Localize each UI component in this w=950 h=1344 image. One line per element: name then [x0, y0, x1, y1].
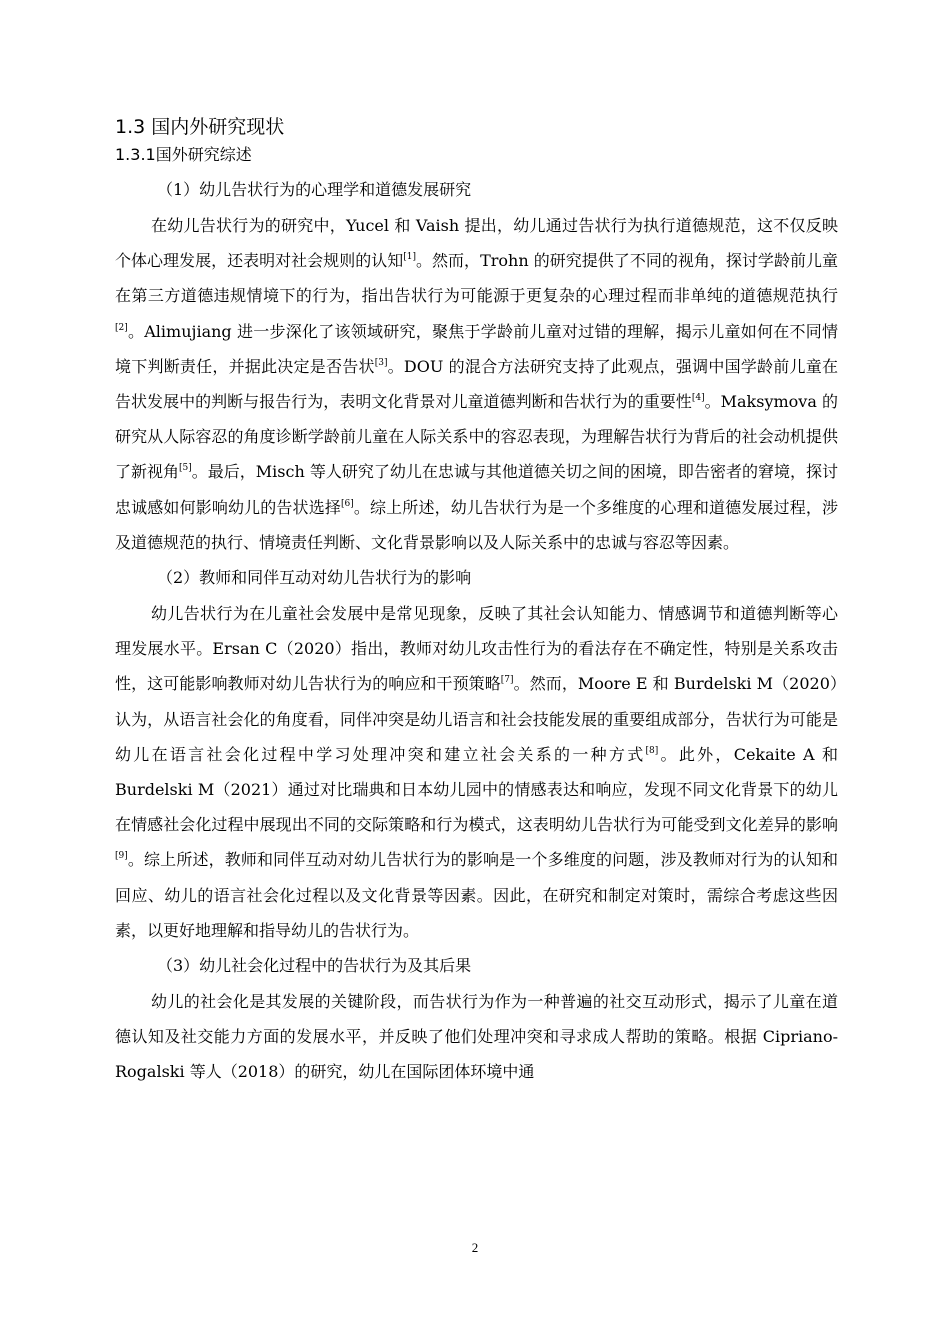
page-number: 2 [471, 1240, 479, 1255]
section-heading: 1.3 国内外研究现状 [115, 116, 285, 138]
paragraph-text: 幼儿的社会化是其发展的关键阶段，而告状行为作为一种普遍的社交互动形式，揭示了儿童在道德认知及社交能力方面的发展水平，并反映了他们处理冲突和寻求成人帮助的策略。根据 Cipriano-Rogalski 等人（2018）的研究，幼儿在国际团体环境中通 [115, 992, 838, 1082]
citation-marker: [2] [115, 322, 128, 333]
topic-3-paragraph [115, 984, 838, 1090]
topic-3-heading: （3）幼儿社会化过程中的告状行为及其后果 [157, 956, 472, 976]
citation-marker: [6] [340, 498, 354, 509]
citation-marker: [8] [645, 745, 659, 756]
paragraph-text: 。综上所述，幼儿告状行为是一个多维度的心理和道德发展过程，涉及道德规范的执行、情境责任判断、文化背景影响以及人际关系中的忠诚与容忍等因素。 [115, 497, 838, 552]
citation-marker: [1] [403, 252, 416, 263]
citation-marker: [3] [374, 357, 388, 368]
citation-marker: [5] [179, 463, 192, 474]
page-content [115, 114, 838, 1090]
topic-2-paragraph [115, 596, 838, 948]
paragraph-text: 。Alimujiang 进一步深化了该领域研究，聚焦于学龄前儿童对过错的理解，揭示儿童如何在不同情境下判断责任，并据此决定是否告状 [115, 321, 838, 376]
paragraph-text: 。此外，Cekaite A 和 Burdelski M（2021）通过对比瑞典和日本幼儿园中的情感表达和响应，发现不同文化背景下的幼儿在情感社会化过程中展现出不同的交际策略和行为模式，这表明幼儿告状行为可能受到文化差异的影响 [115, 744, 838, 835]
paragraph-text: 。然而，Trohn 的研究提供了不同的视角，探讨学龄前儿童在第三方道德违规情境下的行为，指出告状行为可能源于更复杂的心理过程而非单纯的道德规范执行 [115, 251, 838, 306]
paragraph-text: 。DOU 的混合方法研究支持了此观点，强调中国学龄前儿童在告状发展中的判断与报告行为，表明文化背景对儿童道德判断和告状行为的重要性 [115, 356, 838, 412]
paragraph-text: 在幼儿告状行为的研究中，Yucel 和 Vaish 提出，幼儿通过告状行为执行道德规范，这不仅反映个体心理发展，还表明对社会规则的认知 [115, 216, 838, 271]
citation-marker: [9] [115, 851, 128, 862]
paragraph-text: 。综上所述，教师和同伴互动对幼儿告状行为的影响是一个多维度的问题，涉及教师对行为的认知和回应、幼儿的语言社会化过程以及文化背景等因素。因此，在研究和制定对策时，需综合考虑这些因素，以更好地理解和指导幼儿的告状行为。 [115, 850, 838, 940]
topic-1-heading: （1）幼儿告状行为的心理学和道德发展研究 [157, 180, 472, 199]
topic-2-heading: （2）教师和同伴互动对幼儿告状行为的影响 [157, 568, 472, 588]
subsection-heading: 1.3.1国外研究综述 [115, 145, 252, 164]
citation-marker: [7] [500, 675, 514, 686]
paragraph-text: 幼儿告状行为在儿童社会发展中是常见现象，反映了其社会认知能力、情感调节和道德判断等心理发展水平。Ersan C（2020）指出，教师对幼儿攻击性行为的看法存在不确定性，特别是关系攻击性，这可能影响教师对幼儿告状行为的响应和干预策略 [115, 604, 838, 694]
citation-marker: [4] [691, 393, 705, 404]
paragraph-text: 。然而，Moore E 和 Burdelski M（2020）认为，从语言社会化的角度看，同伴冲突是幼儿语言和社会技能发展的重要组成部分，告状行为可能是幼儿在语言社会化过程中学习处理冲突和建立社会关系的一种方式 [115, 674, 838, 764]
paragraph-text: 。最后，Misch 等人研究了幼儿在忠诚与其他道德关切之间的困境，即告密者的窘境，探讨忠诚感如何影响幼儿的告状选择 [115, 462, 838, 517]
paragraph-text: 。Maksymova 的研究从人际容忍的角度诊断学龄前儿童在人际关系中的容忍表现，为理解告状行为背后的社会动机提供了新视角 [115, 392, 838, 482]
topic-1-paragraph [115, 208, 838, 560]
